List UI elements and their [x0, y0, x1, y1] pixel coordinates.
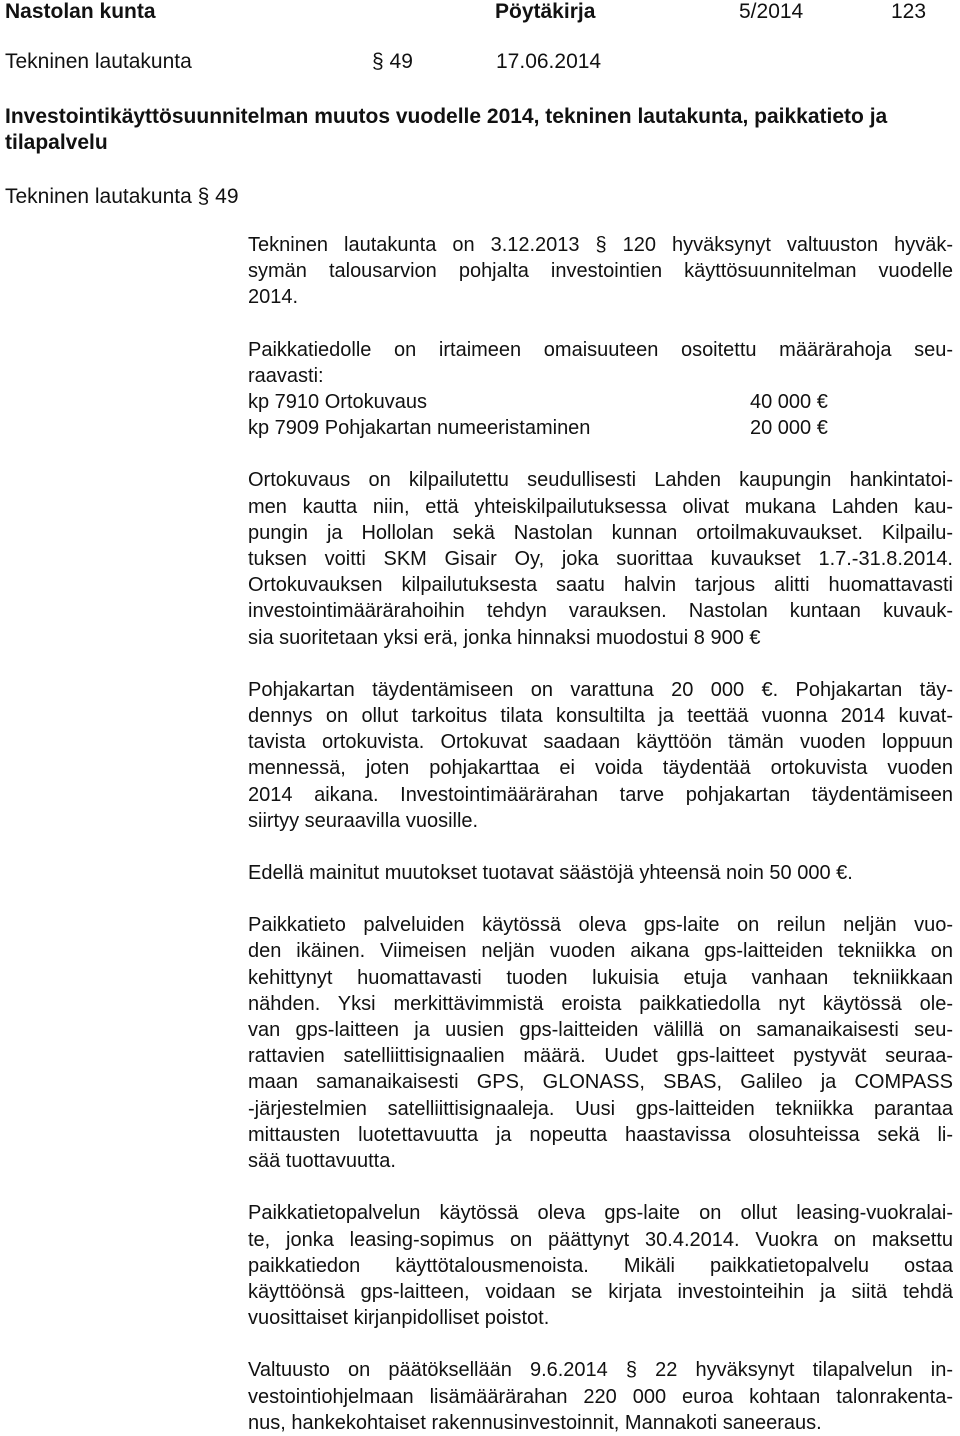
text-line: van gps-laitteen ja uusien gps-laitteiden välillä on samanaikaisesti seu- — [248, 1019, 953, 1042]
text-line: Edellä mainitut muutokset tuotavat säästöjä yhteensä noin 50 000 €. — [248, 862, 853, 885]
text-line: paikkatiedon käyttötalousmenoista. Mikäli paikkatietopalvelu ostaa — [248, 1254, 953, 1277]
text-line: Paikkatiedolle on irtaimeen omaisuuteen osoitettu määrärahoja seu- — [248, 338, 953, 361]
text-line: nähden. Yksi merkittävimmistä eroista paikkatiedolla nyt käytössä ole- — [248, 992, 953, 1015]
text-line: Ortokuvauksen kilpailutuksesta saatu halvin tarjous alitti huomattavasti — [248, 574, 953, 597]
text-line: Paikkatieto palveluiden käytössä oleva gps-laite on reilun neljän vuo- — [248, 914, 953, 937]
savings-paragraph — [248, 860, 953, 886]
text-line: vestointiohjelmaan lisämäärärahan 220 000 euroa kohtaan talonrakenta- — [248, 1385, 953, 1408]
allocation-amount: 40 000 € — [750, 391, 828, 414]
ortokuvaus-paragraph — [248, 467, 953, 650]
text-line: nus, hankekohtaiset rakennusinvestoinnit, Mannakoti saneeraus. — [248, 1411, 822, 1434]
allocation-row — [248, 389, 953, 415]
text-line: kehittynyt huomattavasti tuoden lukuisia etuja vanhaan tekniikkaan — [248, 966, 953, 989]
text-line: symän talousarvion pohjalta investointien käyttösuunnitelman vuodelle — [248, 260, 953, 283]
text-line: -järjestelmien satelliittisignaaleja. Uusi gps-laitteiden tekniikka parantaa — [248, 1097, 953, 1120]
text-line: dennys on ollut tarkoitus tilata konsultilta ja teettää vuonna 2014 kuvat- — [248, 705, 953, 728]
section-number: § 49 — [372, 50, 413, 73]
text-line: siirtyy seuraavilla vuosille. — [248, 809, 479, 832]
text-line: Valtuusto on päätöksellään 9.6.2014 § 22 hyväksynyt tilapalvelun in- — [248, 1359, 953, 1382]
document-type: Pöytäkirja — [495, 0, 596, 23]
text-line: sää tuottavuutta. — [248, 1150, 396, 1173]
leasing-paragraph — [248, 1200, 953, 1331]
text-line: investointimäärärahoihin tehdyn varauksen. Nastolan kuntaan kuvauk- — [248, 600, 953, 623]
text-line: 2014 aikana. Investointimäärärahan tarve pohjakartan täydentämiseen — [248, 783, 953, 806]
agenda-title — [5, 104, 945, 156]
text-line: Paikkatietopalvelun käytössä oleva gps-laite on ollut leasing-vuokralai- — [248, 1202, 953, 1225]
board-name: Tekninen lautakunta — [5, 50, 192, 73]
text-line: raavasti: — [248, 364, 324, 387]
text-line: 2014. — [248, 286, 299, 309]
municipality-name: Nastolan kunta — [5, 0, 156, 23]
intro-paragraph — [248, 232, 953, 311]
text-line: rattavien satelliittisignaalien määrä. Uudet gps-laitteet pystyvät seuraa- — [248, 1045, 953, 1068]
text-line: maan samanaikaisesti GPS, GLONASS, SBAS, Galileo ja COMPASS — [248, 1071, 953, 1094]
decision-body — [248, 232, 953, 1436]
text-line: Pohjakartan täydentämiseen on varattuna 20 000 €. Pohjakartan täy- — [248, 678, 953, 701]
text-line: sia suoritetaan yksi erä, jonka hinnaksi muodostui 8 900 € — [248, 626, 761, 649]
text-line: pungin ja Hollolan sekä Nastolan kunnan ortoilmakuvaukset. Kilpailu- — [248, 521, 953, 544]
allocation-label: kp 7910 Ortokuvaus — [248, 391, 427, 414]
text-line: Tekninen lautakunta on 3.12.2013 § 120 hyväksynyt valtuuston hyväk- — [248, 234, 953, 256]
allocation-label: kp 7909 Pohjakartan numeeristaminen — [248, 417, 591, 440]
title-line: Investointikäyttösuunnitelman muutos vuodelle 2014, tekninen lautakunta, paikkatieto ja — [5, 105, 888, 128]
text-line: tavista ortokuvista. Ortokuvat saadaan käyttöön tämän vuoden loppuun — [248, 731, 953, 754]
council-paragraph — [248, 1357, 953, 1436]
allocation-row — [248, 415, 953, 441]
text-line: vuosittaiset kirjanpidolliset poistot. — [248, 1307, 550, 1330]
text-line: käyttöönsä gps-laitteen, voidaan se kirjata investointeihin ja siitä tehdä — [248, 1280, 953, 1303]
meeting-date: 17.06.2014 — [496, 50, 602, 73]
title-line: tilapalvelu — [5, 131, 108, 154]
document-number: 5/2014 — [739, 0, 804, 23]
page-number: 123 — [891, 0, 927, 23]
section-subheading: Tekninen lautakunta § 49 — [5, 185, 239, 208]
text-line: den ikäinen. Viimeisen neljän vuoden aikana gps-laitteiden tekniikka on — [248, 940, 953, 963]
gps-paragraph — [248, 912, 953, 1174]
text-line: mennessä, joten pohjakarttaa ei voida täydentää ortokuvista vuoden — [248, 757, 953, 780]
text-line: Ortokuvaus on kilpailutettu seudullisesti Lahden kaupungin hankintatoi- — [248, 469, 953, 492]
text-line: tuksen voitti SKM Gisair Oy, joka suorittaa kuvaukset 1.7.-31.8.2014. — [248, 548, 953, 571]
pohjakartta-paragraph — [248, 677, 953, 834]
allocation-amount: 20 000 € — [750, 417, 828, 440]
text-line: mittausten luotettavuutta ja nopeutta haastavissa olosuhteissa sekä li- — [248, 1123, 953, 1146]
text-line: men kautta niin, että yhteiskilpailutuksessa olivat mukana Lahden kau- — [248, 495, 953, 518]
allocation-paragraph — [248, 337, 953, 442]
text-line: te, jonka leasing-sopimus on päättynyt 30.4.2014. Vuokra on maksettu — [248, 1228, 953, 1251]
